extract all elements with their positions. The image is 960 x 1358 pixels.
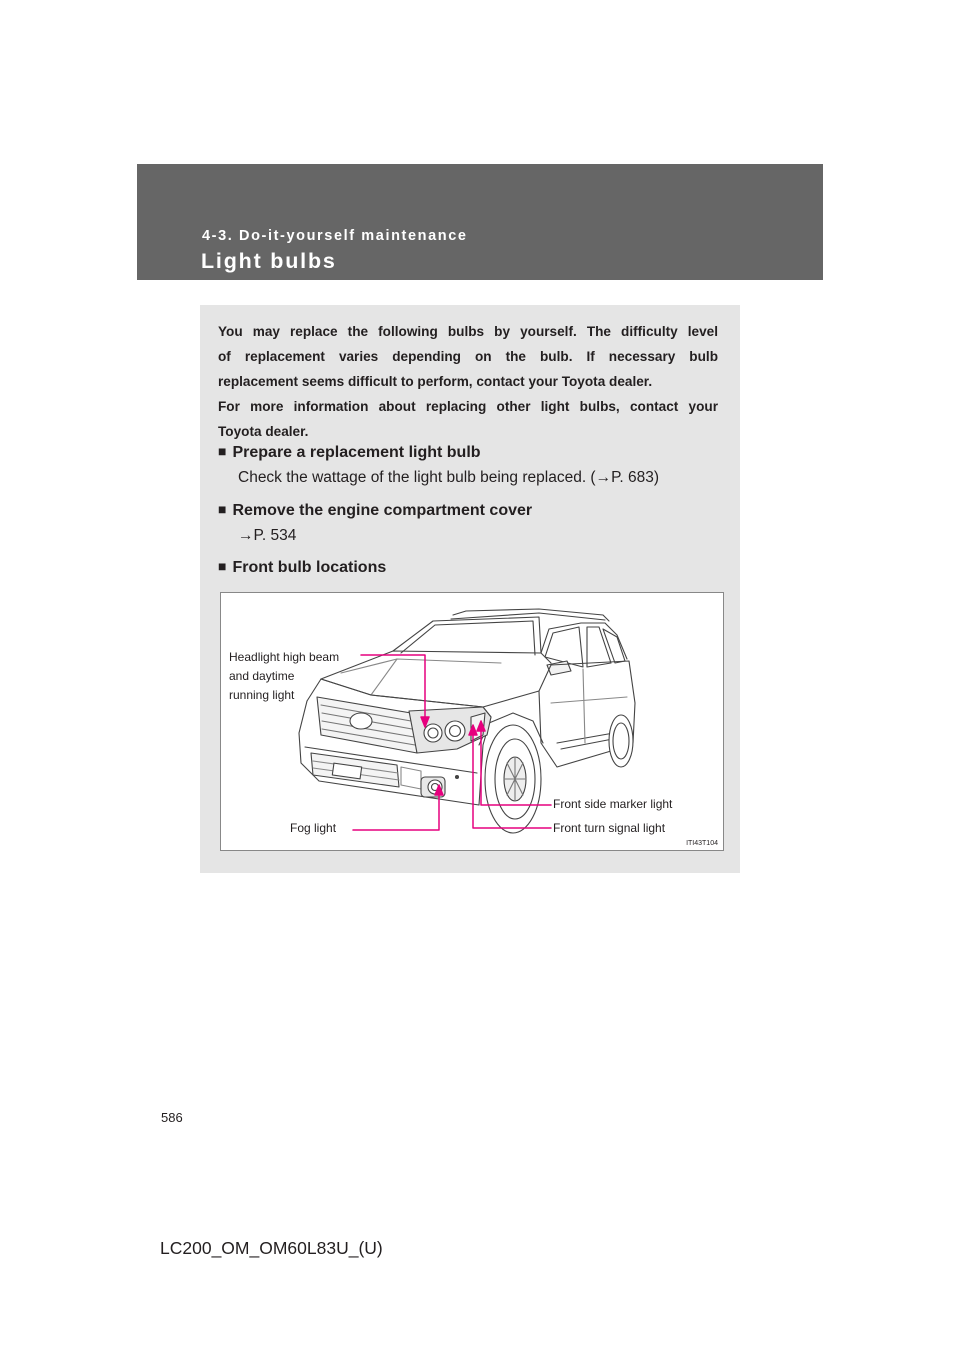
heading-text: Front bulb locations bbox=[232, 559, 387, 576]
page-title: Light bulbs bbox=[201, 249, 337, 273]
bullet-square-icon: ■ bbox=[218, 443, 227, 459]
bullet-square-icon: ■ bbox=[218, 558, 227, 574]
heading-front-bulb-locations bbox=[218, 559, 386, 577]
chapter-header bbox=[137, 164, 823, 280]
fog-light-label: Fog light bbox=[290, 821, 337, 835]
page-number: 586 bbox=[161, 1110, 183, 1125]
intro-line: You may replace the following bulbs by yourself. The difficulty level bbox=[218, 324, 718, 339]
remove-cover-reference: →P. 534 bbox=[238, 527, 297, 544]
label-line: and daytime bbox=[229, 669, 295, 683]
label-line: running light bbox=[229, 688, 295, 702]
bullet-square-icon: ■ bbox=[218, 501, 227, 517]
prepare-bulb-text: Check the wattage of the light bulb being replaced. (→P. 683) bbox=[238, 469, 660, 486]
headlight-high-beam-label bbox=[229, 648, 339, 705]
heading-text: Remove the engine compartment cover bbox=[232, 502, 533, 519]
front-side-marker-label: Front side marker light bbox=[553, 797, 673, 811]
front-turn-signal-label: Front turn signal light bbox=[553, 821, 666, 835]
heading-text: Prepare a replacement light bulb bbox=[232, 444, 481, 461]
intro-line: of replacement varies depending on the bulb. If necessary bulb bbox=[218, 349, 718, 364]
content-box bbox=[200, 305, 740, 873]
suv-illustration bbox=[221, 593, 723, 850]
document-footer: LC200_OM_OM60L83U_(U) bbox=[160, 1238, 383, 1258]
figure-code: ITI43T104 bbox=[686, 840, 718, 847]
section-label: 4-3. Do-it-yourself maintenance bbox=[202, 228, 468, 244]
intro-line: replacement seems difficult to perform, contact your Toyota dealer. bbox=[218, 374, 653, 389]
front-bulb-figure bbox=[220, 592, 724, 851]
heading-prepare-bulb bbox=[218, 444, 481, 462]
heading-remove-cover bbox=[218, 502, 532, 520]
intro-paragraph bbox=[218, 319, 718, 444]
intro-line: Toyota dealer. bbox=[218, 424, 309, 439]
intro-line: For more information about replacing other light bulbs, contact your bbox=[218, 399, 718, 414]
label-line: Headlight high beam bbox=[229, 650, 340, 664]
